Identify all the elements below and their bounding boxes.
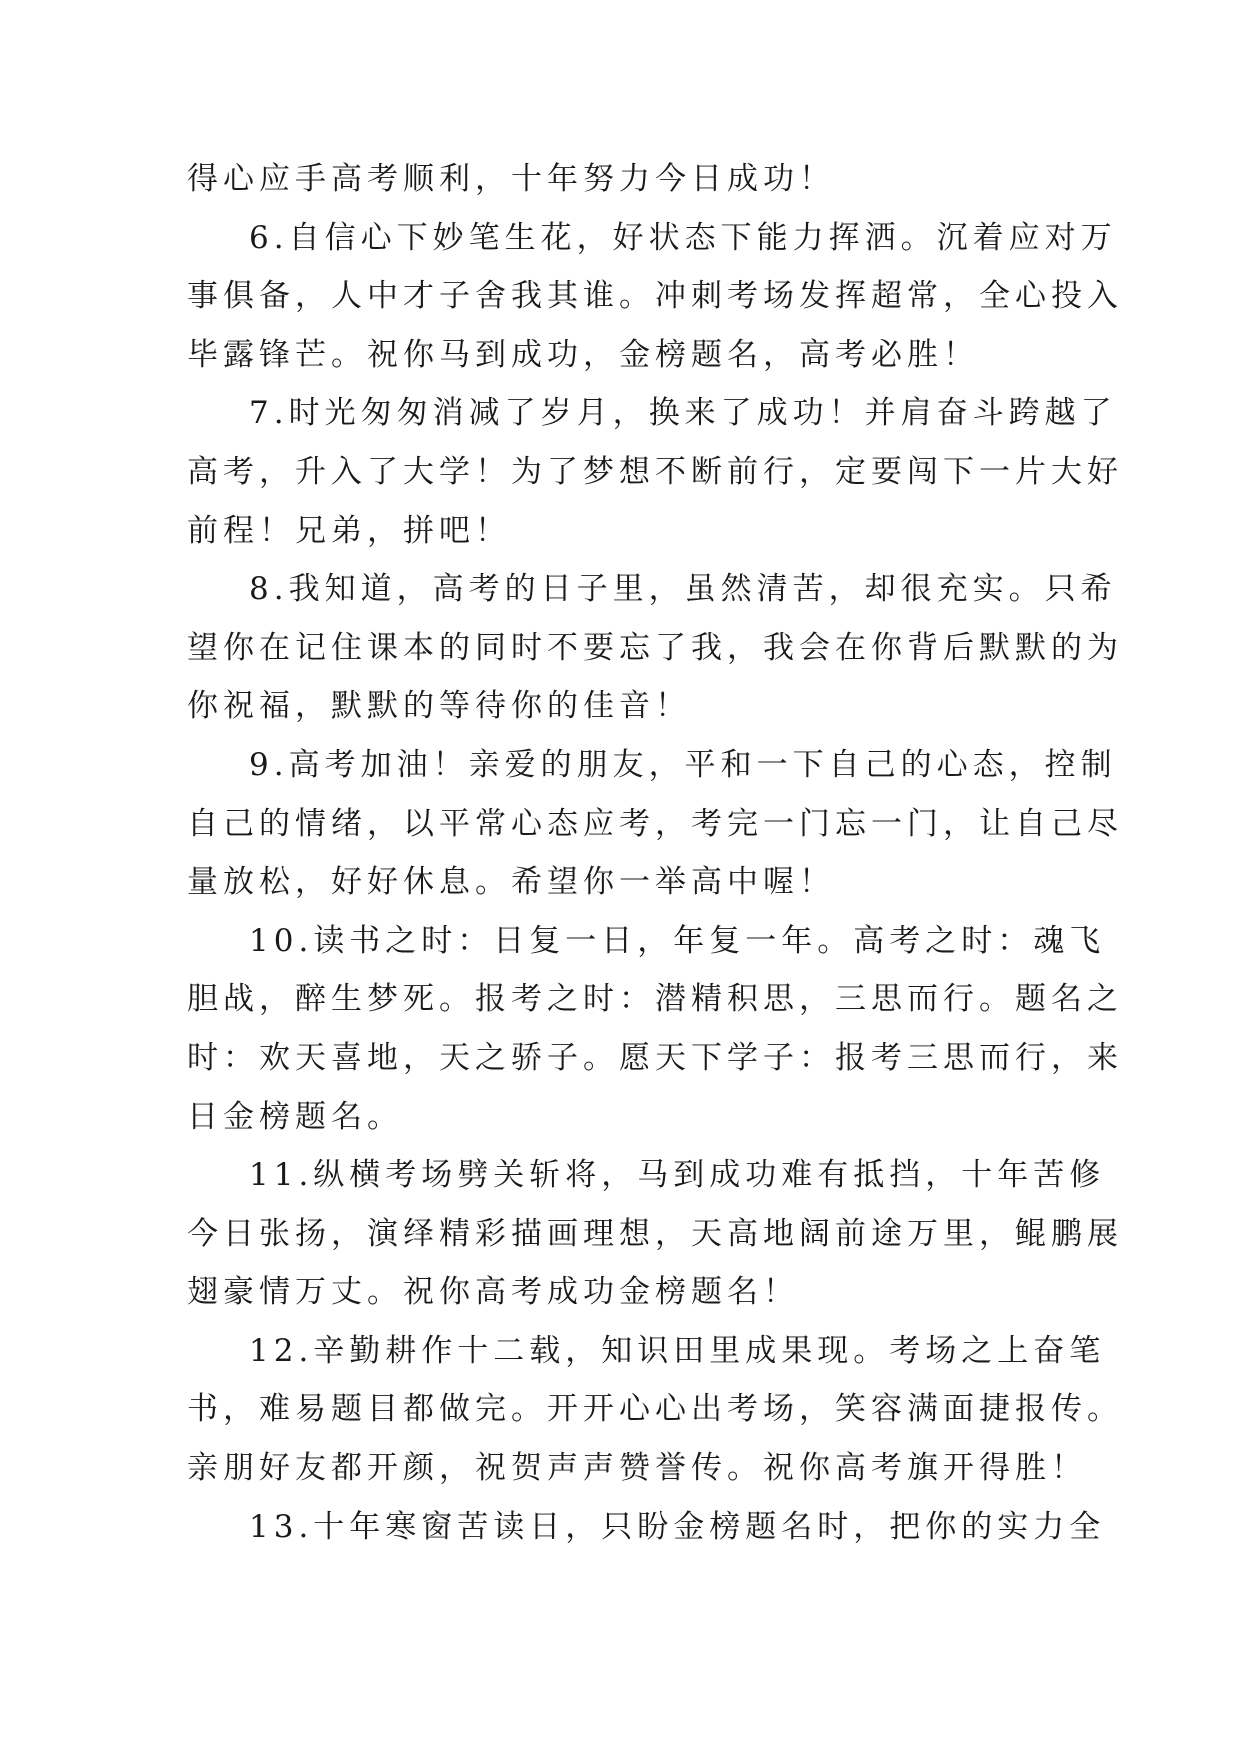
text-line: 时：欢天喜地，天之骄子。愿天下学子：报考三思而行，来 [187,1039,1123,1076]
text-line: 今日张扬，演绎精彩描画理想，天高地阔前途万里，鲲鹏展 [187,1215,1123,1252]
text-line: 翅豪情万丈。祝你高考成功金榜题名！ [187,1274,799,1311]
body-text [187,150,1123,1556]
text-line: 前程！兄弟，拼吧！ [187,512,511,549]
text-line: 日金榜题名。 [187,1098,403,1135]
text-line: 亲朋好友都开颜，祝贺声声赞誉传。祝你高考旗开得胜！ [187,1450,1087,1487]
text-line: 胆战，醉生梦死。报考之时：潜精积思，三思而行。题名之 [187,981,1123,1018]
text-line: 事俱备，人中才子舍我其谁。冲刺考场发挥超常，全心投入 [187,278,1123,315]
text-line: 你祝福，默默的等待你的佳音！ [187,688,691,725]
text-line: 望你在记住课本的同时不要忘了我，我会在你背后默默的为 [187,629,1123,666]
text-line: 9.高考加油！亲爱的朋友，平和一下自己的心态，控制 [249,746,1117,783]
text-line: 自己的情绪，以平常心态应考，考完一门忘一门，让自己尽 [187,805,1123,842]
text-line: 得心应手高考顺利，十年努力今日成功！ [187,161,835,197]
text-line: 7.时光匆匆消减了岁月，换来了成功！并肩奋斗跨越了 [249,395,1117,432]
text-line: 10.读书之时：日复一日，年复一年。高考之时：魂飞 [249,922,1106,959]
text-line: 6.自信心下妙笔生花，好状态下能力挥洒。沉着应对万 [249,219,1117,256]
text-line: 毕露锋芒。祝你马到成功，金榜题名，高考必胜！ [187,336,979,373]
text-line: 书，难易题目都做完。开开心心出考场，笑容满面捷报传。 [187,1391,1123,1428]
text-line: 13.十年寒窗苦读日，只盼金榜题名时，把你的实力全 [249,1508,1106,1545]
text-line: 11.纵横考场劈关斩将，马到成功难有抵挡，十年苦修 [249,1157,1106,1194]
text-line: 8.我知道，高考的日子里，虽然清苦，却很充实。只希 [249,571,1117,608]
text-line: 量放松，好好休息。希望你一举高中喔！ [187,864,835,901]
text-line: 高考，升入了大学！为了梦想不断前行，定要闯下一片大好 [187,453,1123,490]
text-line: 12.辛勤耕作十二载，知识田里成果现。考场之上奋笔 [249,1332,1106,1369]
